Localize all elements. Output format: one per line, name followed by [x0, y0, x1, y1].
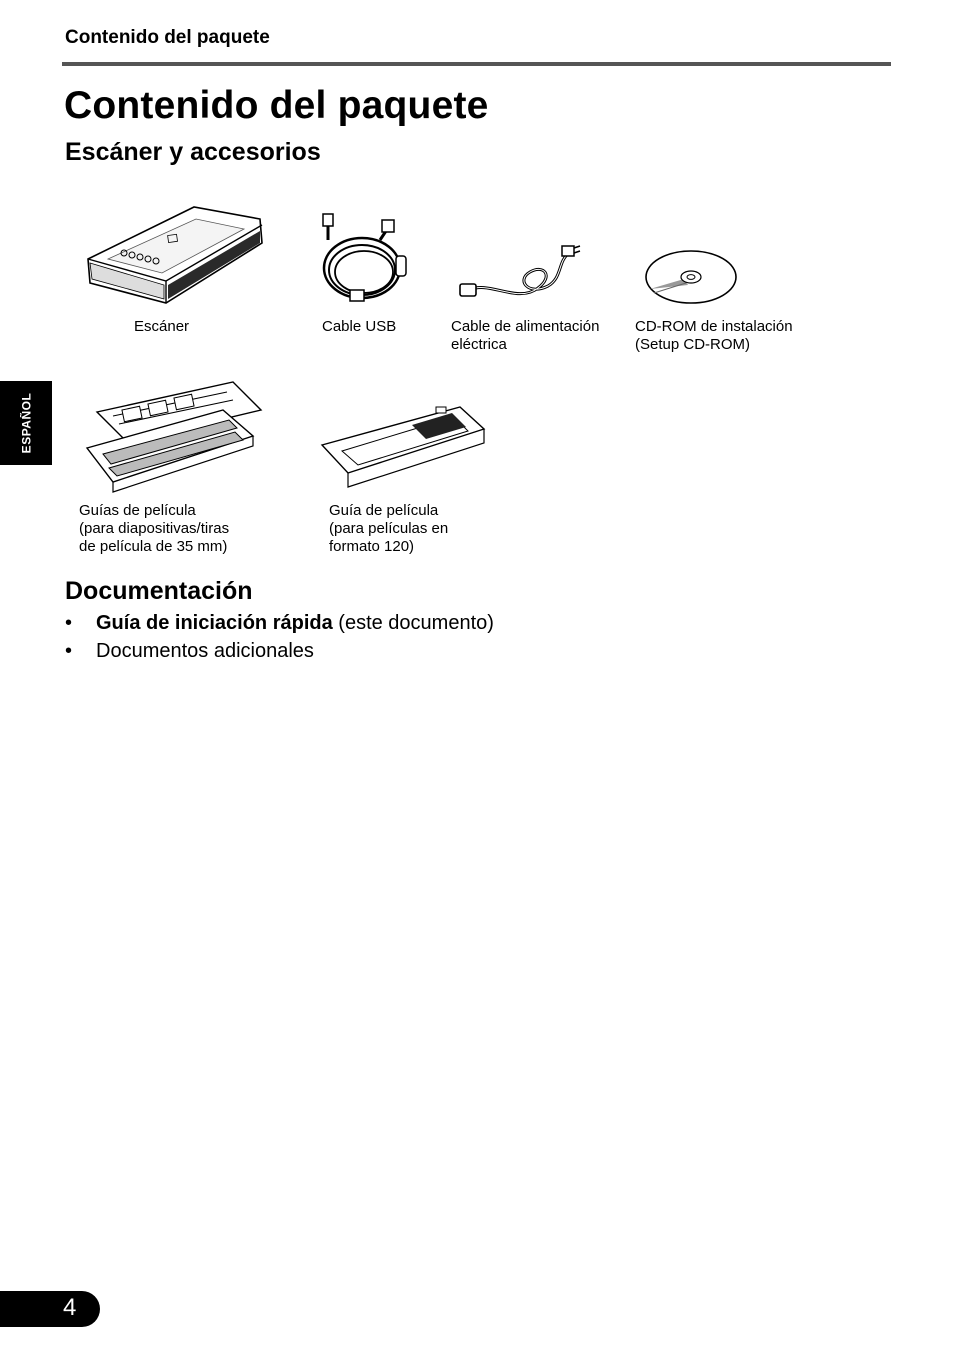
list-item — [65, 637, 494, 665]
section-title-documentation: Documentación — [65, 577, 253, 605]
film-guide-120-illustration — [318, 403, 486, 495]
caption-usb-cable: Cable USB — [322, 318, 397, 335]
section-title-accessories: Escáner y accesorios — [65, 138, 321, 166]
list-item — [65, 609, 494, 637]
film-guides-35mm-illustration — [83, 380, 263, 496]
power-cable-illustration — [458, 244, 582, 306]
cd-rom-illustration — [644, 249, 738, 305]
page-number-tab — [0, 1291, 100, 1327]
caption-scanner: Escáner — [134, 318, 190, 335]
usb-cable-illustration — [318, 212, 416, 308]
list-item-text: Documentos adicionales — [96, 640, 314, 662]
language-label: ESPAÑOL — [19, 392, 33, 454]
caption-film-guide-120: Guía de película (para películas en formato 120) — [329, 502, 449, 555]
caption-cd-rom: CD-ROM de instalación (Setup CD-ROM) — [635, 318, 793, 353]
list-item-text: (este documento) — [332, 612, 494, 634]
caption-film-guides-35mm: Guías de película (para diapositivas/tiras de película de 35 mm) — [79, 502, 230, 555]
list-item-bold-text: Guía de iniciación rápida — [96, 612, 333, 634]
running-head: Contenido del paquete — [65, 27, 270, 48]
page-title: Contenido del paquete — [64, 84, 489, 127]
page-number: 4 — [63, 1294, 77, 1321]
language-side-tab — [0, 381, 52, 465]
bullet: • — [65, 612, 73, 634]
scanner-illustration — [84, 203, 269, 311]
documentation-list — [65, 609, 494, 665]
bullet: • — [65, 640, 73, 662]
header-rule — [62, 62, 891, 66]
caption-power-cable: Cable de alimentación eléctrica — [451, 318, 600, 353]
